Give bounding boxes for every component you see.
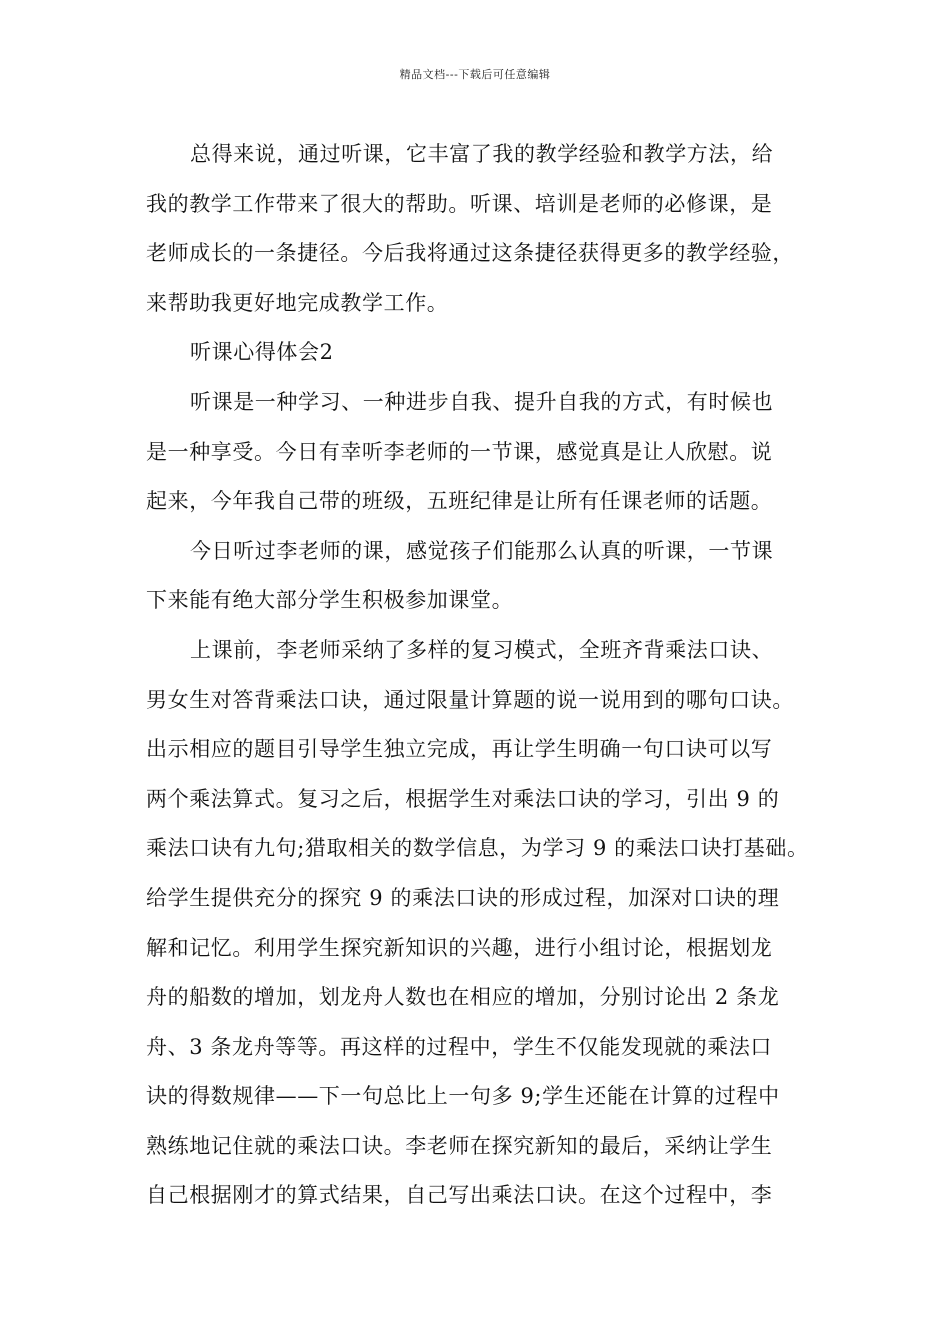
paragraph-line: 听课是一种学习、一种进步自我、提升自我的方式，有时候也 [190, 389, 774, 414]
paragraph-line: 舟的船数的增加，划龙舟人数也在相应的增加，分别讨论出 2 条龙 [146, 985, 780, 1010]
paragraph-line: 是一种享受。今日有幸听李老师的一节课，感觉真是让人欣慰。说 [146, 439, 773, 464]
paragraph-line: 总得来说，通过听课，它丰富了我的教学经验和教学方法，给 [190, 142, 774, 166]
paragraph-line: 两个乘法算式。复习之后，根据学生对乘法口诀的学习，引出 9 的 [146, 786, 780, 811]
paragraph-line: 乘法口诀有九句;猎取相关的数学信息，为学习 9 的乘法口诀打基础。 [146, 836, 809, 861]
paragraph-line: 来帮助我更好地完成教学工作。 [146, 290, 449, 315]
paragraph-line: 自己根据刚才的算式结果，自己写出乘法口诀。在这个过程中，李 [146, 1183, 773, 1208]
page-header: 精品文档---下载后可任意编辑 [399, 68, 551, 81]
paragraph-line: 解和记忆。利用学生探究新知识的兴趣，进行小组讨论，根据划龙 [146, 935, 773, 960]
paragraph-line: 今日听过李老师的课，感觉孩子们能那么认真的听课，一节课 [190, 538, 774, 563]
paragraph-line: 熟练地记住就的乘法口诀。李老师在探究新知的最后，采纳让学生 [146, 1133, 773, 1158]
section-heading: 听课心得体会2 [190, 340, 334, 365]
paragraph-line: 我的教学工作带来了很大的帮助。听课、培训是老师的必修课，是 [146, 191, 773, 216]
paragraph-line: 下来能有绝大部分学生积极参加课堂。 [146, 588, 514, 613]
paragraph-line: 老师成长的一条捷径。今后我将通过这条捷径获得更多的教学经验， [146, 241, 794, 266]
document-body [146, 130, 826, 1221]
paragraph-line: 起来，今年我自己带的班级，五班纪律是让所有任课老师的话题。 [146, 489, 773, 514]
paragraph-line: 给学生提供充分的探究 9 的乘法口诀的形成过程，加深对口诀的理 [146, 885, 780, 910]
paragraph-line: 诀的得数规律——下一句总比上一句多 9;学生还能在计算的过程中 [146, 1084, 780, 1109]
paragraph-line: 舟、3 条龙舟等等。再这样的过程中，学生不仅能发现就的乘法口 [146, 1034, 773, 1059]
paragraph-line: 出示相应的题目引导学生独立完成，再让学生明确一句口诀可以写 [146, 737, 773, 762]
paragraph-line: 男女生对答背乘法口诀，通过限量计算题的说一说用到的哪句口诀。 [146, 687, 794, 712]
paragraph-line: 上课前，李老师采纳了多样的复习模式，全班齐背乘法口诀、 [190, 637, 774, 662]
